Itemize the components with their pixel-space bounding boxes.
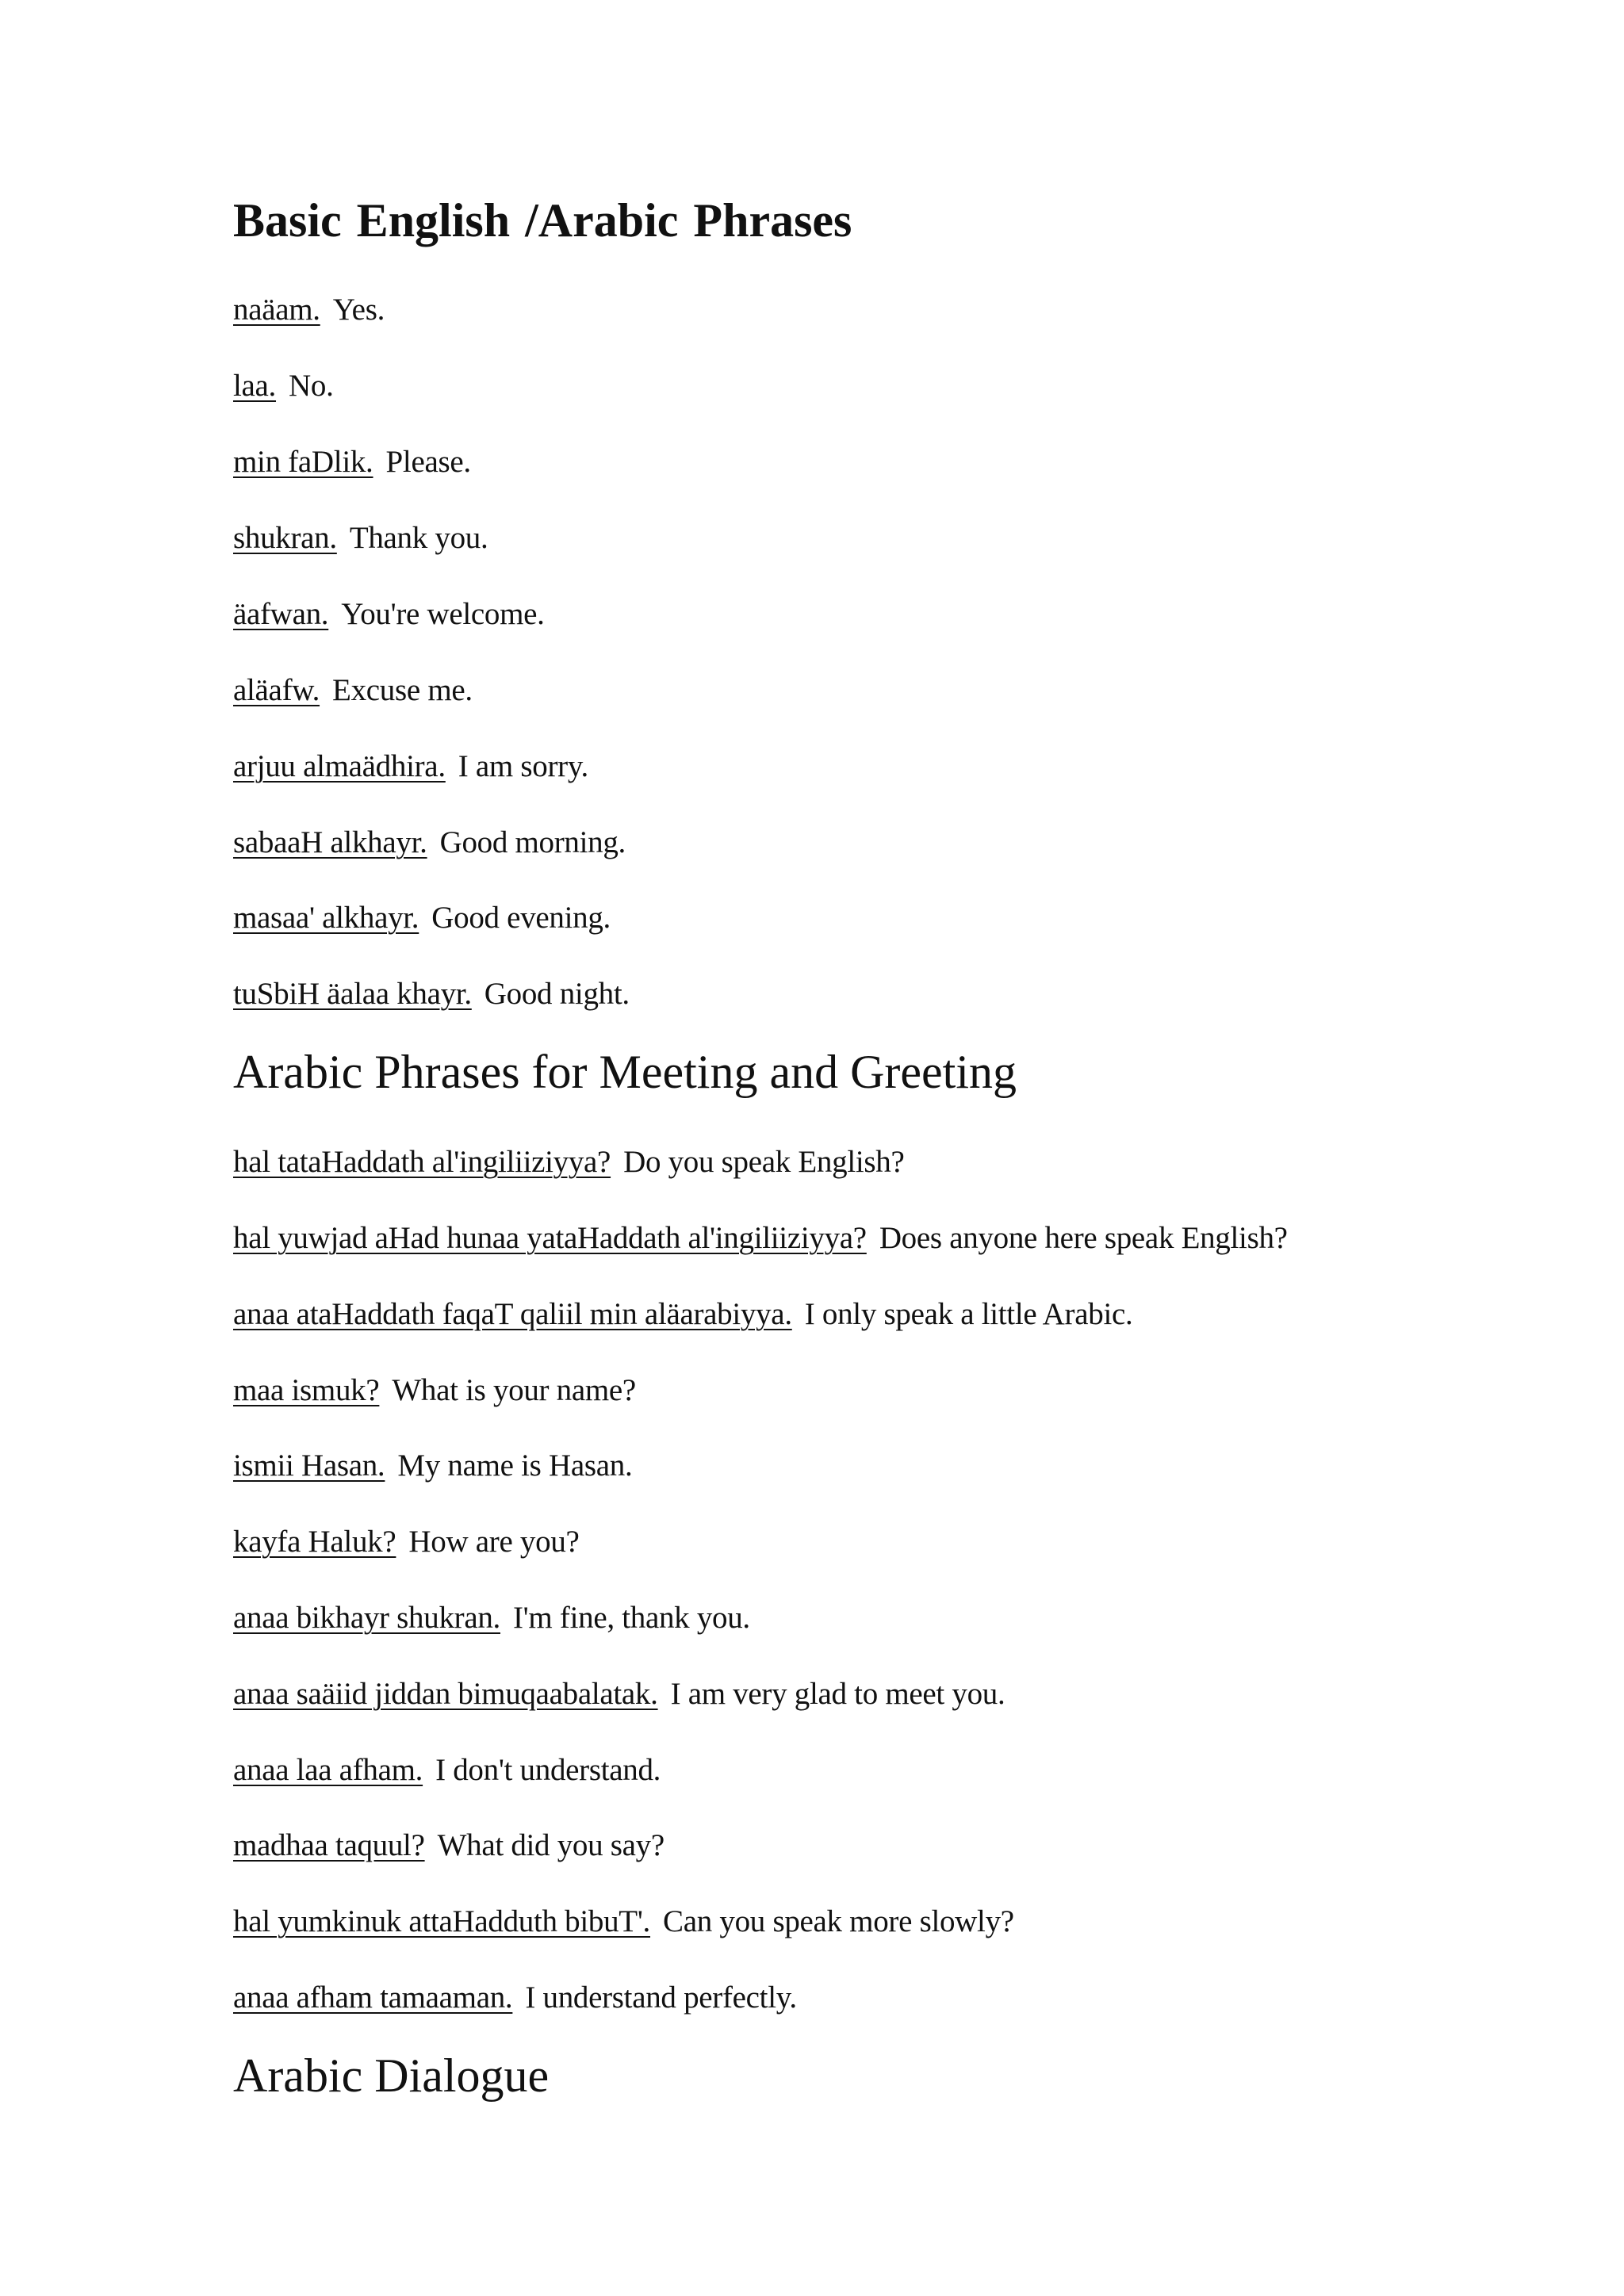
phrase-line <box>233 1827 665 1865</box>
phrase-line <box>233 672 473 710</box>
arabic-phrase: anaa bikhayr shukran. <box>233 1601 500 1635</box>
english-translation: Thank you. <box>349 521 488 555</box>
arabic-phrase: anaa saäiid jiddan bimuqaabalatak. <box>233 1677 658 1711</box>
english-translation: I understand perfectly. <box>525 1980 797 2015</box>
phrase-line <box>233 1296 1132 1334</box>
english-translation: Good night. <box>484 977 630 1011</box>
arabic-phrase: madhaa taquul? <box>233 1828 425 1862</box>
phrase-line <box>233 1676 1005 1713</box>
phrase-line <box>233 976 630 1013</box>
english-translation: Does anyone here speak English? <box>879 1221 1288 1255</box>
phrase-line <box>233 520 488 557</box>
phrase-line <box>233 1600 750 1637</box>
english-translation: Please. <box>385 445 471 479</box>
arabic-phrase: äafwan. <box>233 597 329 631</box>
english-translation: How are you? <box>408 1525 580 1559</box>
section-heading: Arabic Dialogue <box>233 2049 550 2102</box>
phrase-line <box>233 368 334 405</box>
phrase-line <box>233 1524 580 1561</box>
arabic-phrase: hal yuwjad aHad hunaa yataHaddath al'ingiliiziyya? <box>233 1221 867 1255</box>
arabic-phrase: anaa laa afham. <box>233 1753 423 1787</box>
english-translation: I am sorry. <box>458 749 588 783</box>
english-translation: Yes. <box>332 293 385 327</box>
english-translation: Good morning. <box>439 825 626 859</box>
english-translation: My name is Hasan. <box>397 1448 633 1483</box>
english-translation: What did you say? <box>437 1828 665 1862</box>
arabic-phrase: aläafw. <box>233 673 320 707</box>
english-translation: You're welcome. <box>341 597 545 631</box>
arabic-phrase: ismii Hasan. <box>233 1448 385 1483</box>
english-translation: What is your name? <box>392 1373 636 1407</box>
phrase-line <box>233 1372 636 1410</box>
arabic-phrase: anaa ataHaddath faqaT qaliil min aläarabiyya. <box>233 1297 792 1331</box>
phrase-line <box>233 1144 904 1181</box>
phrase-line <box>233 292 385 329</box>
arabic-phrase: kayfa Haluk? <box>233 1525 396 1559</box>
arabic-phrase: naäam. <box>233 293 320 327</box>
phrase-line <box>233 1448 632 1485</box>
arabic-phrase: arjuu almaädhira. <box>233 749 446 783</box>
english-translation: Good evening. <box>431 901 611 935</box>
arabic-phrase: maa ismuk? <box>233 1373 380 1407</box>
phrase-line <box>233 596 545 633</box>
english-translation: I only speak a little Arabic. <box>804 1297 1133 1331</box>
phrase-line <box>233 748 588 786</box>
arabic-phrase: min faDlik. <box>233 445 373 479</box>
phrase-line <box>233 444 471 481</box>
arabic-phrase: laa. <box>233 369 277 403</box>
english-translation: Do you speak English? <box>623 1145 905 1179</box>
section-heading: Arabic Phrases for Meeting and Greeting <box>233 1046 1017 1098</box>
arabic-phrase: hal tataHaddath al'ingiliiziyya? <box>233 1145 611 1179</box>
phrase-line <box>233 1752 661 1789</box>
arabic-phrase: anaa afham tamaaman. <box>233 1980 513 2015</box>
english-translation: Excuse me. <box>332 673 473 707</box>
phrase-line <box>233 1220 1288 1257</box>
arabic-phrase: hal yumkinuk attaHadduth bibuT'. <box>233 1904 651 1938</box>
phrase-line <box>233 1980 797 2017</box>
english-translation: I'm fine, thank you. <box>513 1601 750 1635</box>
arabic-phrase: sabaaH alkhayr. <box>233 825 427 859</box>
phrase-line <box>233 825 626 862</box>
arabic-phrase: shukran. <box>233 521 337 555</box>
phrase-line <box>233 900 611 937</box>
english-translation: I am very glad to meet you. <box>670 1677 1005 1711</box>
english-translation: I don't understand. <box>435 1753 661 1787</box>
arabic-phrase: tuSbiH äalaa khayr. <box>233 977 472 1011</box>
phrase-line <box>233 1904 1014 1941</box>
english-translation: No. <box>289 369 334 403</box>
english-translation: Can you speak more slowly? <box>663 1904 1014 1938</box>
page-title: Basic English /Arabic Phrases <box>233 194 852 247</box>
arabic-phrase: masaa' alkhayr. <box>233 901 419 935</box>
